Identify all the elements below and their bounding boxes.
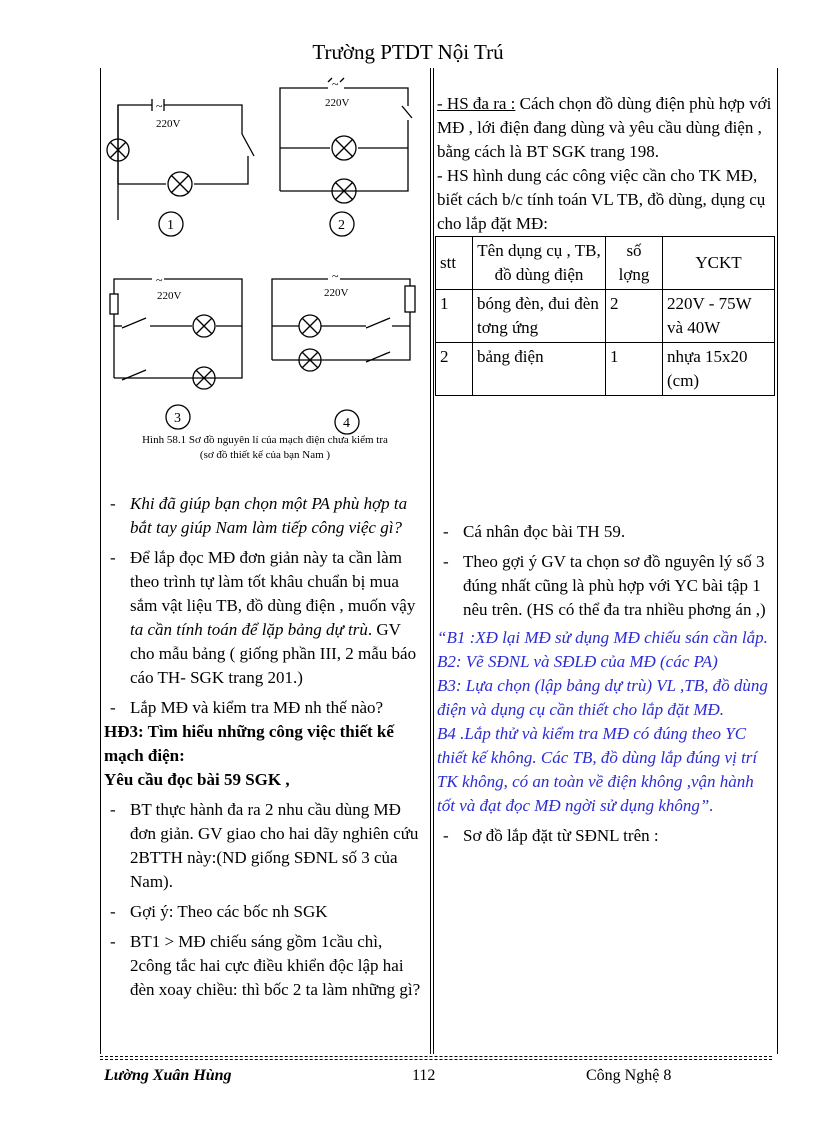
left-column [104, 492, 422, 1002]
left-bullet-4: - BT thực hành đa ra 2 nhu cầu dùng MĐ đơn giản. GV giao cho hai dãy nghiên cứu 2BTTH này:(ND giống SĐNL số 3 của Nam). [104, 798, 422, 894]
column-border-middle [430, 68, 431, 1054]
step-b4: B4 .Lắp thử và kiểm tra MĐ có đúng theo YC thiết kế không. Các TB, đồ dùng lắp đúng vị trí TK không, có an toàn về điện không ,vận hành tốt và đạt đọc MĐ ngời sử dụng không”. [437, 724, 758, 815]
equipment-table [435, 236, 775, 396]
hs-paragraph-2: - HS hình dung các công việc cần cho TK MĐ, biết cách b/c tính toán VL TB, đồ dùng, dụng cụ cho lắp đặt MĐ: [437, 166, 766, 233]
right-bullet-1: - Cá nhân đọc bài TH 59. [437, 520, 773, 544]
yeu-cau: Yêu cầu đọc bài 59 SGK , [104, 770, 290, 789]
right-bullet-3: - Sơ đồ lắp đặt từ SĐNL trên : [437, 824, 773, 848]
hs-paragraph-1 [437, 92, 773, 164]
cell: nhựa 15x20 (cm) [663, 343, 775, 396]
left-bullet-5: - Gợi ý: Theo các bốc nh SGK [104, 900, 422, 924]
footer-divider [100, 1056, 772, 1057]
hs1-prefix: - HS đa ra : [437, 94, 516, 113]
left-bullet-2 [104, 546, 422, 690]
step-b3: B3: Lựa chọn (lập bảng dự trù) VL ,TB, đồ dùng điện và dụng cụ cần thiết cho lắp đặt MĐ. [437, 676, 768, 719]
circuit-figure [100, 68, 430, 478]
c4-voltage: 220V [324, 287, 349, 299]
cell: 220V - 75W và 40W [663, 290, 775, 343]
right-column-lower [437, 520, 773, 848]
svg-text:~: ~ [332, 269, 339, 283]
th-name: Tên dụng cụ , TB, đồ dùng điện [473, 237, 606, 290]
figure-caption [104, 433, 426, 463]
right-bullet-2: - Theo gợi ý GV ta chọn sơ đồ nguyên lý số 3 đúng nhất cũng là phù hợp với YC bài tập 1 nêu trên. (HS có thể đa tra nhiều phơng án ,) [437, 550, 773, 622]
circuit-1 [107, 99, 254, 236]
footer-page-number: 112 [412, 1067, 436, 1084]
b2-italic: ta cần tính toán để lặp bảng dự trù [130, 620, 368, 639]
cell: 2 [606, 290, 663, 343]
b2-plain: Để lắp đọc MĐ đơn giản này ta cần làm theo trình tự làm tốt khâu chuẩn bị mua sắm vật liệu TB, đồ dùng điện , muốn vậy [130, 548, 416, 615]
circuit-4-number: 4 [343, 416, 350, 431]
svg-text:~: ~ [156, 273, 163, 287]
caption-line-1: Hình 58.1 Sơ đồ nguyên lí của mạch điện chưa kiểm tra [142, 434, 388, 446]
footer-subject: Công Nghệ 8 [586, 1067, 672, 1084]
cell: 1 [606, 343, 663, 396]
cell: 1 [436, 290, 473, 343]
cell: bảng điện [473, 343, 606, 396]
cell: 2 [436, 343, 473, 396]
page-title: Trường PTDT Nội Trú [312, 40, 504, 64]
cell: bóng đèn, đui đèn tơng ứng [473, 290, 606, 343]
table-row [436, 290, 775, 343]
caption-line-2: (sơ đồ thiết kế của bạn Nam ) [199, 449, 331, 461]
footer-divider-2 [100, 1059, 772, 1060]
c1-voltage: 220V [156, 118, 181, 130]
th-yckt: YCKT [663, 237, 775, 290]
table-row [436, 343, 775, 396]
th-stt: stt [436, 237, 473, 290]
c3-voltage: 220V [157, 290, 182, 302]
circuit-4 [272, 279, 415, 434]
b2-tail: . GV cho mẫu bảng ( giống phần III, 2 mẫu báo cáo TH- SGK trang 201.) [130, 620, 417, 687]
circuit-2-number: 2 [338, 218, 345, 233]
right-column [437, 92, 773, 396]
footer-author: Lường Xuân Hùng [104, 1067, 232, 1084]
column-border-middle-2 [433, 68, 434, 1054]
hd3-heading: HĐ3: Tìm hiểu những công việc thiết kế mạch điện: [104, 722, 394, 765]
left-bullet-1: - Khi đã giúp bạn chọn một PA phù hợp ta bắt tay giúp Nam làm tiếp công việc gì? [104, 492, 422, 540]
svg-text:~: ~ [332, 77, 339, 91]
svg-text:~: ~ [156, 99, 163, 113]
column-border-right [777, 68, 778, 1054]
c2-voltage: 220V [325, 97, 350, 109]
table-header-row [436, 237, 775, 290]
hs1-rest: Cách chọn đồ dùng điện phù hợp với MĐ , lới điện đang dùng và yêu cầu dùng điện , bằng cách là BT SGK trang 198. [437, 94, 772, 161]
circuit-1-number: 1 [167, 218, 174, 233]
circuit-3-number: 3 [174, 411, 181, 426]
step-b2: B2: Vẽ SĐNL và SĐLĐ của MĐ (các PA) [437, 652, 718, 671]
step-b1: “B1 :XĐ lại MĐ sử dụng MĐ chiếu sán cần lắp. [437, 628, 768, 647]
left-bullet-6: - BT1 > MĐ chiếu sáng gồm 1cầu chì, 2công tắc hai cực điều khiển độc lập hai đèn xoay chiều: thì bốc 2 ta làm những gì? [104, 930, 422, 1002]
th-qty: số lợng [606, 237, 663, 290]
left-bullet-3: - Lắp MĐ và kiểm tra MĐ nh thế nào? [104, 696, 422, 720]
